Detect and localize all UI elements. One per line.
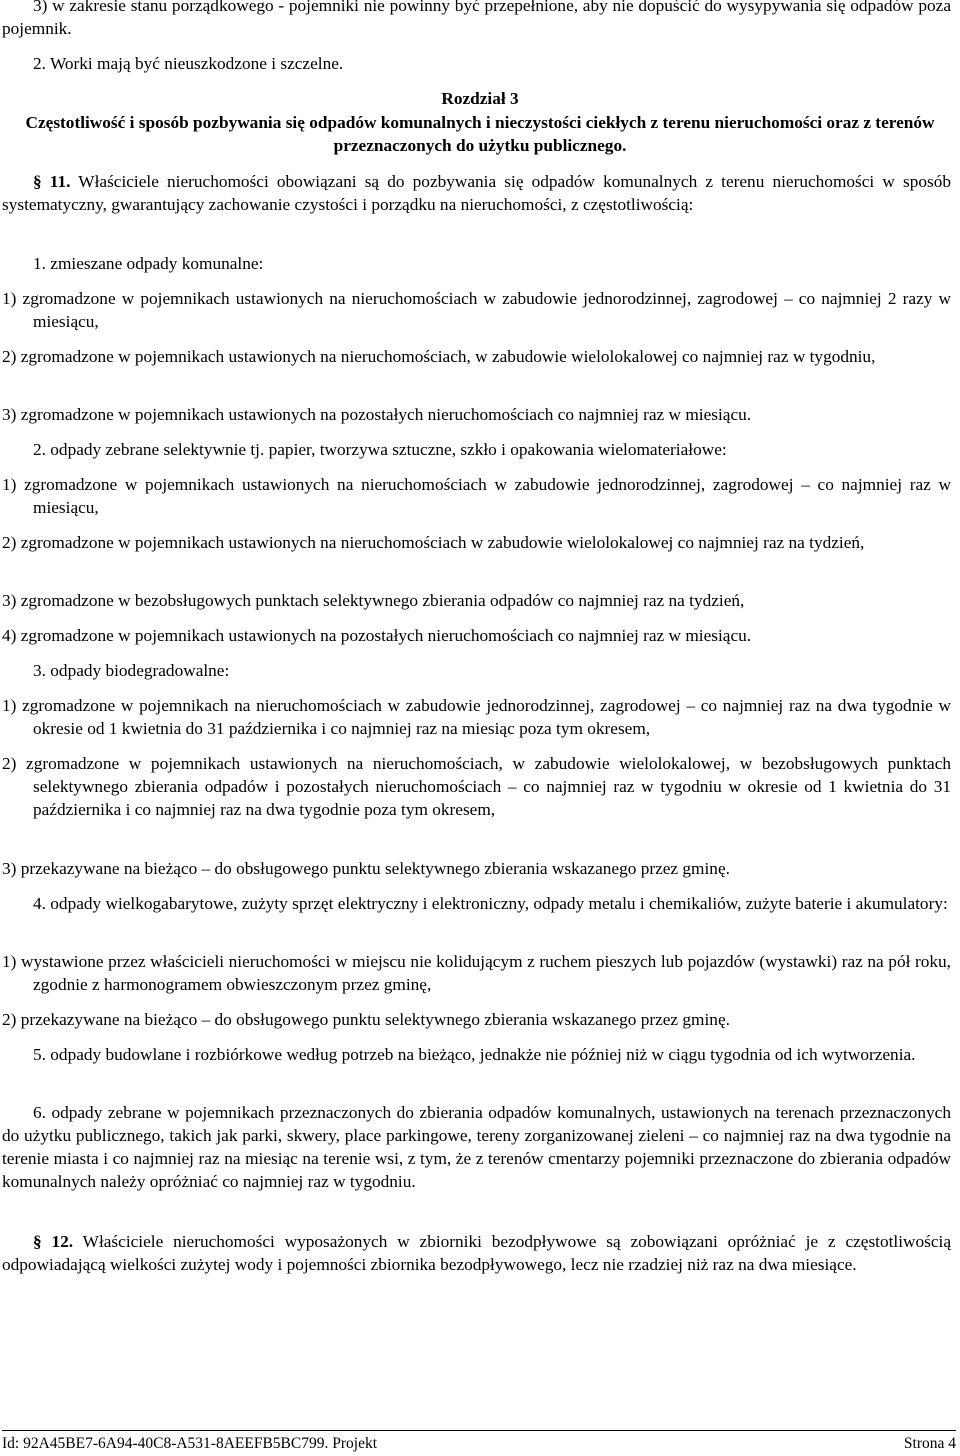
section-12-number: § 12. [33,1232,74,1251]
page-number: Strona 4 [903,1435,956,1452]
group-2-item-2: 2) zgromadzone w pojemnikach ustawionych na nieruchomościach w zabudowie wielolokalowej co najmniej raz na tydzień, [2,533,865,552]
section-12 [2,1230,951,1276]
group-6-paragraph: 6. odpady zebrane w pojemnikach przeznaczonych do zbierania odpadów komunalnych, ustawionych na terenach przeznaczonych do użytku publicznego, takich jak parki, skwery, place parkingowe, tereny zorganizowanej zieleni – co najmniej raz na dwa tygodnie na terenie miasta i co najmniej raz na miesiąc na terenie wsi, z tym, że z terenów cmentarzy pojemniki przeznaczone do zbierania odpadów komunalnych należy opróżniać co najmniej raz w tygodniu. [2,1103,951,1191]
document-id: Id: 92A45BE7-6A94-40C8-A531-8AEEFB5BC799. Projekt [2,1435,378,1452]
section-11 [2,170,951,216]
group-2-item-4: 4) zgromadzone w pojemnikach ustawionych na pozostałych nieruchomościach co najmniej raz w miesiącu. [2,626,752,645]
page-footer [2,1430,956,1453]
chapter-label: Rozdział 3 [441,89,519,108]
group-1-heading: 1. zmieszane odpady komunalne: [33,254,264,273]
group-4-item-2: 2) przekazywane na bieżąco – do obsługowego punktu selektywnego zbierania wskazanego przez gminę. [2,1010,730,1029]
group-2-item-1: 1) zgromadzone w pojemnikach ustawionych na nieruchomościach w zabudowie jednorodzinnej, zagrodowej – co najmniej raz w miesiącu, [2,475,951,517]
group-3-heading: 3. odpady biodegradowalne: [33,661,230,680]
group-2-heading: 2. odpady zebrane selektywnie tj. papier, tworzywa sztuczne, szkło i opakowania wielomateriałowe: [33,440,727,459]
section-11-text: Właściciele nieruchomości obowiązani są do pozbywania się odpadów komunalnych z terenu nieruchomości w sposób systematyczny, gwarantujący zachowanie czystości i porządku na nieruchomości, z częstotliwością: [2,172,951,214]
group-3-item-3: 3) przekazywane na bieżąco – do obsługowego punktu selektywnego zbierania wskazanego przez gminę. [2,859,730,878]
paragraph-top-item-2: 2. Worki mają być nieuszkodzone i szczelne. [33,54,344,73]
group-1-item-2: 2) zgromadzone w pojemnikach ustawionych na nieruchomościach, w zabudowie wielolokalowej co najmniej raz w tygodniu, [2,347,876,366]
group-1-item-3: 3) zgromadzone w pojemnikach ustawionych na pozostałych nieruchomościach co najmniej raz w miesiącu. [2,405,752,424]
section-12-text: Właściciele nieruchomości wyposażonych w zbiorniki bezodpływowe są zobowiązani opróżniać je z częstotliwością odpowiadającą wielkości zużytej wody i pojemności zbiornika bezodpływowego, lecz nie rzadziej niż raz na dwa miesiące. [2,1232,952,1274]
group-3-item-2: 2) zgromadzone w pojemnikach ustawionych na nieruchomościach, w zabudowie wielolokalowej, w bezobsługowych punktach selektywnego zbierania odpadów i pozostałych nieruchomościach – co najmniej raz w tygodniu w okresie od 1 kwietnia do 31 października i co najmniej raz na dwa tygodnie poza tym okresem, [2,754,951,819]
chapter-title: Częstotliwość i sposób pozbywania się odpadów komunalnych i nieczystości ciekłych z terenu nieruchomości oraz z terenów przeznaczonych do użytku publicznego. [25,113,935,155]
group-4-item-1: 1) wystawione przez właścicieli nieruchomości w miejscu nie kolidującym z ruchem pieszych lub pojazdów (wystawki) raz na pół roku, zgodnie z harmonogramem obwieszczonym przez gminę, [2,952,951,994]
group-2-item-3: 3) zgromadzone w bezobsługowych punktach selektywnego zbierania odpadów co najmniej raz na tydzień, [2,591,745,610]
paragraph-top-item-3: 3) w zakresie stanu porządkowego - pojemniki nie powinny być przepełnione, aby nie dopuścić do wysypywania się odpadów poza pojemnik. [2,0,951,38]
section-11-number: § 11. [33,172,71,191]
group-4-heading: 4. odpady wielkogabarytowe, zużyty sprzęt elektryczny i elektroniczny, odpady metalu i chemikaliów, zużyte baterie i akumulatory: [33,894,948,913]
group-1-item-1: 1) zgromadzone w pojemnikach ustawionych na nieruchomościach w zabudowie jednorodzinnej, zagrodowej – co najmniej 2 razy w miesiącu, [2,289,951,331]
group-5-paragraph: 5. odpady budowlane i rozbiórkowe według potrzeb na bieżąco, jednakże nie później niż w ciągu tygodnia od ich wytworzenia. [33,1045,916,1064]
group-3-item-1: 1) zgromadzone w pojemnikach na nieruchomościach w zabudowie jednorodzinnej, zagrodowej – co najmniej raz na dwa tygodnie w okresie od 1 kwietnia do 31 października i co najmniej raz na miesiąc poza tym okresem, [2,696,951,738]
